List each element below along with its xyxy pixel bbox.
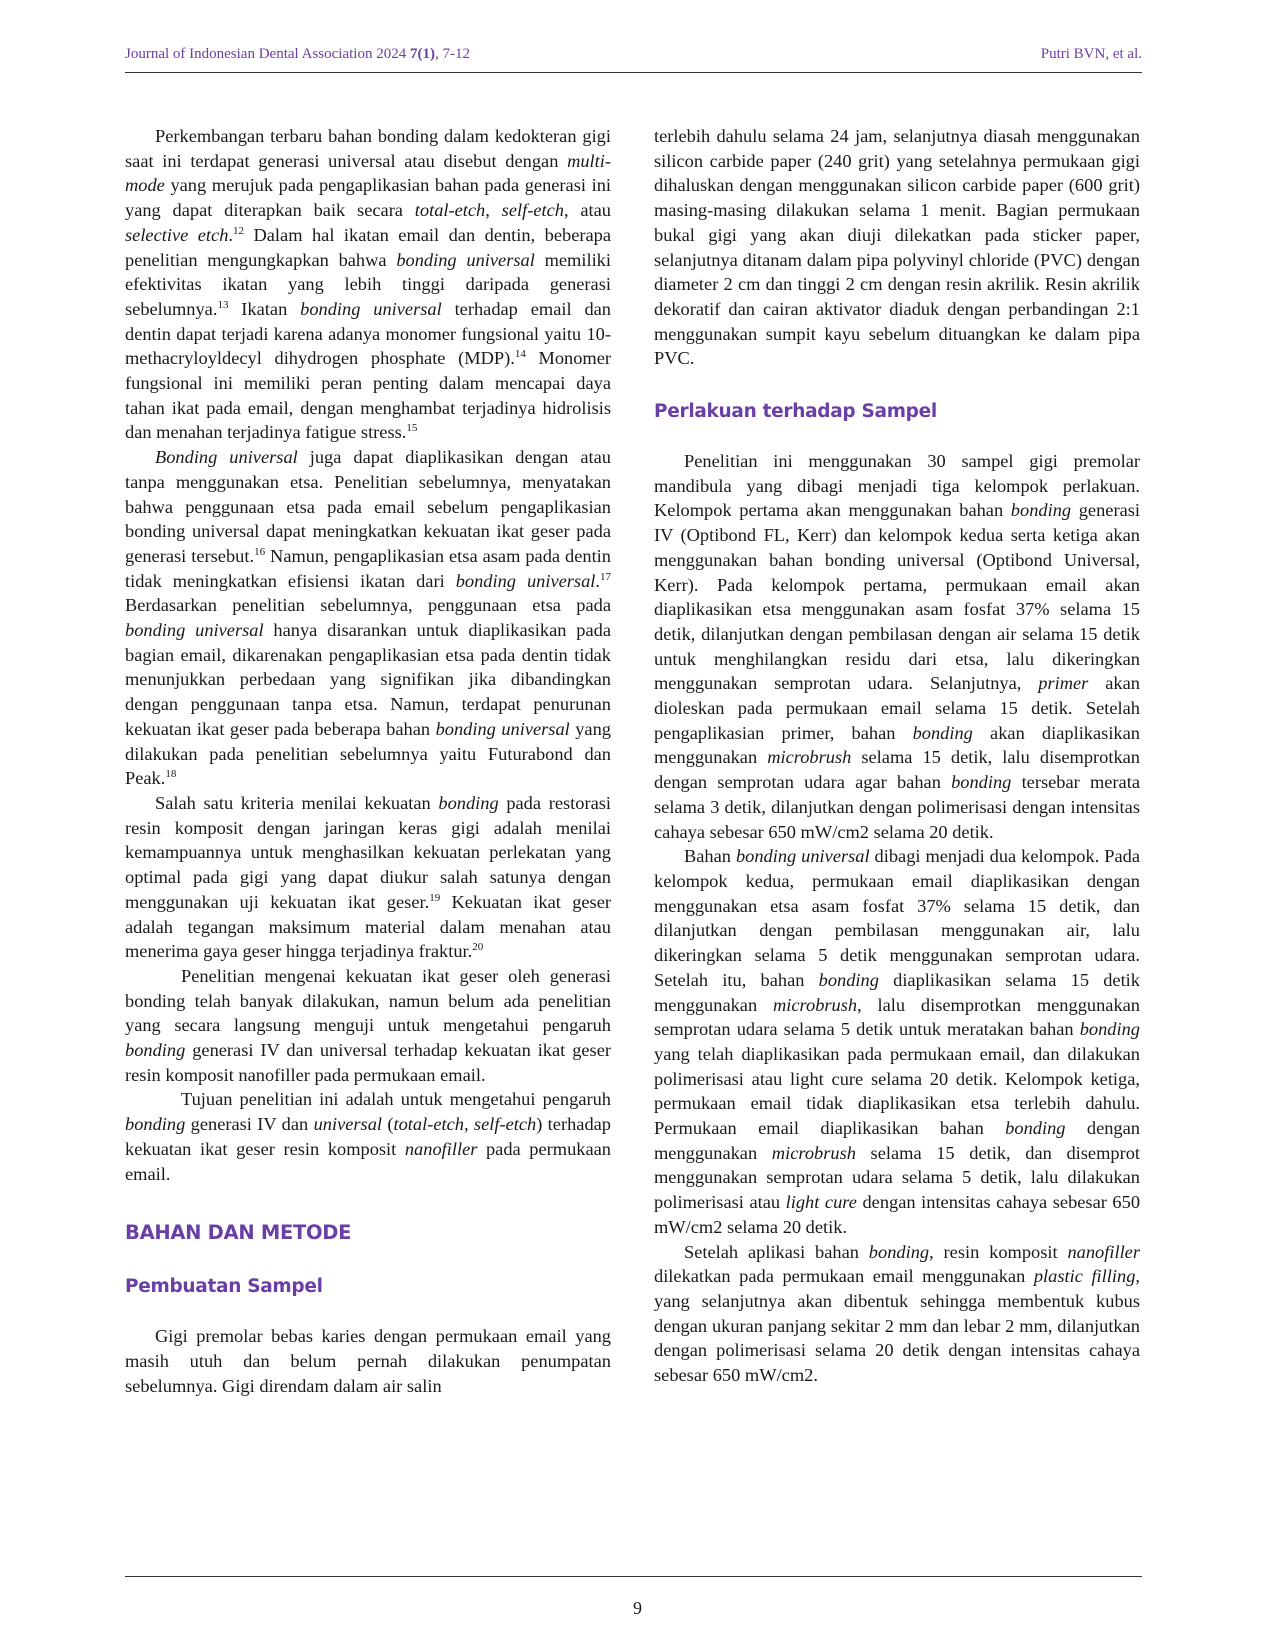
citation-ref: 20	[472, 941, 484, 954]
section-heading: BAHAN DAN METODE	[125, 1221, 352, 1245]
paragraph: Penelitian ini menggunakan 30 sampel gigi premolar mandibula yang dibagi menjadi tiga kelompok perlakuan. Kelompok pertama akan menggunakan bahan bonding generasi IV (Optibond FL, Kerr) dan kelompok kedua serta ketiga akan menggunakan bahan bonding universal (Optibond Universal, Kerr). Pada kelompok pertama, permukaan email akan diaplikasikan etsa menggunakan asam fosfat 37% selama 15 detik, dilanjutkan dengan pembilasan dengan air selama 15 detik untuk menghilangkan residu dari etsa, lalu dikeringkan menggunakan semprotan udara. Selanjutnya, primer akan dioleskan pada permukaan email selama 15 detik. Setelah pengaplikasian primer, bahan bonding akan diaplikasikan menggunakan microbrush selama 15 detik, lalu disemprotkan dengan semprotan udara agar bahan bonding tersebar merata selama 3 detik, dilanjutkan dengan polimerisasi dengan intensitas cahaya sebesar 650 mW/cm2 selama 20 detik.	[654, 451, 1140, 842]
paragraph: Bonding universal juga dapat diaplikasikan dengan atau tanpa menggunakan etsa. Penelitian sebelumnya, menyatakan bahwa penggunaan etsa pada email sebelum pengaplikasian bonding universal dapat meningkatkan kekuatan ikat geser pada generasi tersebut.$^{16}$ Namun, pengaplikasian etsa asam pada dentin tidak meningkatkan efisiensi ikatan dari bonding universal.$^{17}$ Berdasarkan penelitian sebelumnya, penggunaan etsa pada bonding universal hanya disarankan untuk diaplikasikan pada bagian email, dikarenakan pengaplikasian etsa pada dentin tidak menunjukkan perbedaan yang signifikan jika dibandingkan dengan penggunaan tanpa etsa. Namun, terdapat penurunan kekuatan ikat geser pada beberapa bahan bonding universal yang dilakukan pada penelitian sebelumnya yaitu Futurabond dan Peak.$^{18}$	[125, 447, 612, 789]
paragraph: Gigi premolar bebas karies dengan permukaan email yang masih utuh dan belum pernah dilakukan penumpatan sebelumnya. Gigi direndam dalam air salin	[125, 1326, 611, 1396]
footer-divider	[125, 1576, 1142, 1577]
citation-ref: 12	[233, 224, 245, 237]
subsection-heading: Pembuatan Sampel	[125, 1276, 323, 1298]
citation-ref: 15	[406, 422, 418, 435]
citation-ref: 17	[600, 570, 612, 583]
citation-ref: 18	[165, 768, 177, 781]
right-column	[654, 124, 1140, 1388]
page-number: 9	[633, 1598, 642, 1618]
citation-ref: 14	[514, 348, 526, 361]
paragraph: Tujuan penelitian ini adalah untuk mengetahui pengaruh bonding generasi IV dan universal (total-etch, self-etch) terhadap kekuatan ikat geser resin komposit nanofiller pada permukaan email.	[125, 1089, 611, 1184]
journal-pages: , 7-12	[434, 46, 470, 62]
paragraph: terlebih dahulu selama 24 jam, selanjutnya diasah menggunakan silicon carbide paper (240 grit) yang setelahnya permukaan gigi dihaluskan dengan menggunakan silicon carbide paper (600 grit) masing-masing dilakukan selama 1 menit. Bagian permukaan bukal gigi yang akan diuji dilekatkan pada sticker paper, selanjutnya ditanam dalam pipa polyvinyl chloride (PVC) dengan diameter 2 cm dan tinggi 2 cm dengan resin akrilik. Resin akrilik dekoratif dan cairan aktivator diaduk dengan perbandingan 2:1 menggunakan sumpit kayu sebelum dituangkan ke dalam pipa PVC.	[654, 126, 1140, 369]
paragraph: Bahan bonding universal dibagi menjadi dua kelompok. Pada kelompok kedua, permukaan email diaplikasikan dengan menggunakan etsa asam fosfat 37% selama 15 detik, dan dilanjutkan dengan pembilasan menggunakan air, lalu dikeringkan selama 5 detik menggunakan semprotan udara. Setelah itu, bahan bonding diaplikasikan selama 15 detik menggunakan microbrush, lalu disemprotkan menggunakan semprotan udara selama 5 detik untuk meratakan bahan bonding yang telah diaplikasikan pada permukaan email, dan dilakukan polimerisasi atau light cure selama 20 detik. Kelompok ketiga, permukaan email tidak diaplikasikan etsa terlebih dahulu. Permukaan email diaplikasikan bahan bonding dengan menggunakan microbrush selama 15 detik, dan disemprot menggunakan semprotan udara selama 5 detik, lalu dilakukan polimerisasi atau light cure dengan intensitas cahaya sebesar 650 mW/cm2 selama 20 detik.	[654, 846, 1141, 1237]
paragraph: Setelah aplikasi bahan bonding, resin komposit nanofiller dilekatkan pada permukaan email menggunakan plastic filling, yang selanjutnya akan dibentuk sehingga membentuk kubus dengan ukuran panjang sekitar 2 mm dan lebar 2 mm, dilanjutkan dengan polimerisasi selama 20 detik dengan intensitas cahaya sebesar 650 mW/cm2.	[654, 1241, 1140, 1386]
running-header	[125, 46, 1142, 73]
citation-ref: 19	[429, 891, 441, 904]
paragraph: Salah satu kriteria menilai kekuatan bonding pada restorasi resin komposit dengan jaringan keras gigi adalah menilai kemampuannya untuk menghasilkan kekuatan perlekatan yang optimal pada gigi yang dapat diukur salah satunya dengan menggunakan uji kekuatan ikat geser.$^{19}$ Kekuatan ikat geser adalah tegangan maksimum material dalam menahan atau menerima gaya geser hingga terjadinya fraktur.$^{20}$	[125, 792, 612, 962]
paragraph: Penelitian mengenai kekuatan ikat geser oleh generasi bonding telah banyak dilakukan, namun belum ada penelitian yang secara langsung menguji untuk mengetahui pengaruh bonding generasi IV dan universal terhadap kekuatan ikat geser resin komposit nanofiller pada permukaan email.	[125, 965, 611, 1085]
journal-volume: 7(1)	[409, 46, 435, 62]
journal-citation	[125, 46, 470, 63]
paragraph: Perkembangan terbaru bahan bonding dalam kedokteran gigi saat ini terdapat generasi universal atau disebut dengan multi-mode yang merujuk pada pengaplikasian bahan pada generasi ini yang dapat diterapkan baik secara total-etch, self-etch, atau selective etch.$^{12}$ Dalam hal ikatan email dan dentin, beberapa penelitian mengungkapkan bahwa bonding universal memiliki efektivitas ikatan yang lebih tinggi daripada generasi sebelumnya.$^{13}$ Ikatan bonding universal terhadap email dan dentin dapat terjadi karena adanya monomer fungsional yaitu 10-methacryloyldecyl dihydrogen phosphate (MDP).$^{14}$ Monomer fungsional ini memiliki peran penting dalam mencapai daya tahan ikat pada email, dengan menghambat terjadinya hidrolisis dan menahan terjadinya fatigue stress.$^{15}$	[125, 126, 612, 443]
journal-name: Journal of Indonesian Dental Association 2024	[125, 46, 410, 62]
subsection-heading: Perlakuan terhadap Sampel	[654, 401, 937, 423]
citation-ref: 16	[254, 545, 266, 558]
citation-ref: 13	[217, 298, 229, 311]
left-column	[125, 124, 611, 1398]
header-authors: Putri BVN, et al.	[1040, 46, 1142, 62]
